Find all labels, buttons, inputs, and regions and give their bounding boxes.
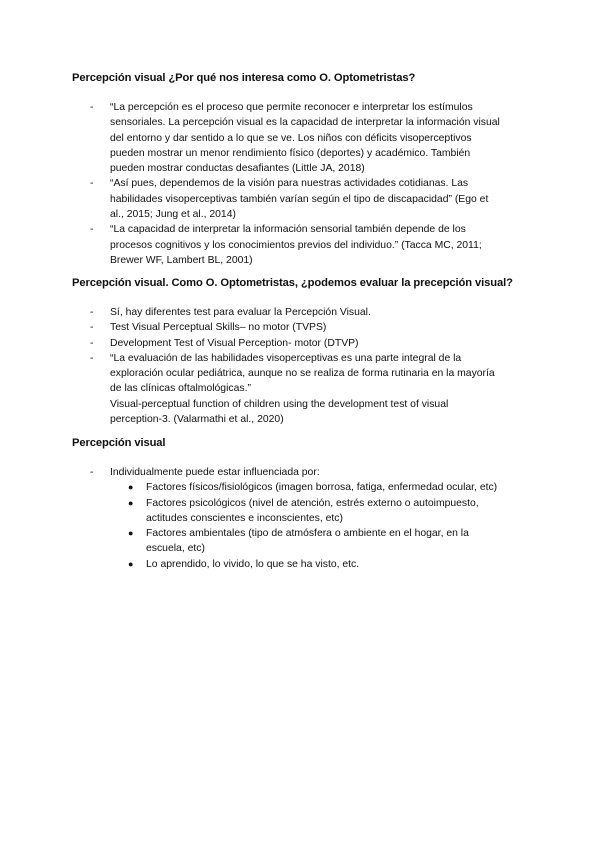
section-2-list (0, 305, 600, 427)
text-line: Development Test of Visual Perception- motor (DTVP) (110, 337, 359, 349)
dash-marker: - (90, 322, 94, 334)
list-item (0, 465, 524, 572)
text-line: perception-3. (Valarmathi et al., 2020) (110, 414, 284, 426)
text-line: Sí, hay diferentes test para evaluar la Percepción Visual. (110, 307, 371, 318)
text-line: Factores ambientales (tipo de atmósfera o ambiente en el hogar, en la (146, 528, 469, 540)
dash-marker: - (90, 178, 94, 190)
text-line: Factores psicológicos (nivel de atención, estrés externo o autoimpuesto, (146, 497, 479, 509)
dash-marker: - (90, 102, 94, 113)
list-item (0, 351, 524, 427)
bullet-item (110, 526, 524, 557)
text-line: Lo aprendido, lo vivido, lo que se ha visto, etc. (146, 558, 360, 570)
section-1-list (0, 100, 600, 268)
bullet-marker: ● (128, 528, 134, 539)
text-line: Brewer WF, Lambert BL, 2001) (110, 254, 253, 266)
text-line: pueden mostrar un menor rendimiento físico (deportes) y académico. También (110, 147, 471, 159)
bullet-item (110, 496, 524, 527)
bullet-marker: ● (128, 558, 134, 569)
dash-marker: - (90, 224, 94, 236)
text-line: escuela, etc) (146, 543, 205, 555)
text-line: Factores físicos/fisiológicos (imagen borrosa, fatiga, enfermedad ocular, etc) (146, 482, 498, 494)
text-line: “La evaluación de las habilidades visoperceptivas es una parte integral de la (110, 352, 462, 364)
text-line: procesos cognitivos y los conocimientos previos del individuo.” (Tacca MC, 2011; (110, 239, 482, 251)
list-item (0, 222, 524, 268)
text-line: del entorno y dar sentido a lo que se ve. Los niños con déficits visoperceptivos (110, 132, 472, 144)
text-line: actitudes conscientes e inconscientes, etc) (146, 512, 343, 524)
dash-marker: - (90, 337, 94, 349)
bullet-list (110, 480, 524, 572)
text-line: “La percepción es el proceso que permite reconocer e interpretar los estímulos (110, 102, 473, 113)
text-line: exploración ocular pediátrica, aunque no se realiza de forma rutinaria en la mayoría (110, 368, 495, 380)
bullet-marker: ● (128, 482, 134, 493)
bullet-marker: ● (128, 497, 134, 508)
section-heading-why-optometrists: Percepción visual ¿Por qué nos interesa como O. Optometristas? (72, 72, 416, 84)
text-line: pueden mostrar conductas desafiantes (Little JA, 2018) (110, 163, 365, 175)
text-line: Individualmente puede estar influenciada por: (110, 467, 320, 478)
bullet-item (110, 480, 524, 495)
text-line: Visual-perceptual function of children using the development test of visual (110, 398, 449, 410)
text-line: Test Visual Perceptual Skills– no motor (TVPS) (110, 322, 327, 334)
text-line: habilidades visoperceptivas también varían según el tipo de discapacidad” (Ego et (110, 193, 489, 205)
list-item (0, 100, 524, 176)
text-line: “Así pues, dependemos de la visión para nuestras actividades cotidianas. Las (110, 178, 469, 190)
list-item (0, 320, 524, 335)
list-item (0, 176, 524, 222)
dash-marker: - (90, 352, 94, 364)
text-line: “La capacidad de interpretar la información sensorial también depende de los (110, 224, 466, 236)
text-line: al., 2015; Jung et al., 2014) (110, 209, 236, 221)
section-heading-visual-perception: Percepción visual (72, 437, 166, 449)
text-line: sensoriales. La percepción visual es la capacidad de interpretar la información visual (110, 117, 500, 129)
list-item (0, 336, 524, 351)
dash-marker: - (90, 307, 94, 318)
section-3-list (0, 438, 600, 572)
bullet-item (110, 557, 524, 572)
section-heading-can-we-evaluate: Percepción visual. Como O. Optometristas, ¿podemos evaluar la precepción visual? (72, 277, 513, 289)
list-item (0, 305, 524, 320)
dash-marker: - (90, 467, 94, 478)
text-line: de las clínicas oftalmológicas.” (110, 383, 251, 395)
